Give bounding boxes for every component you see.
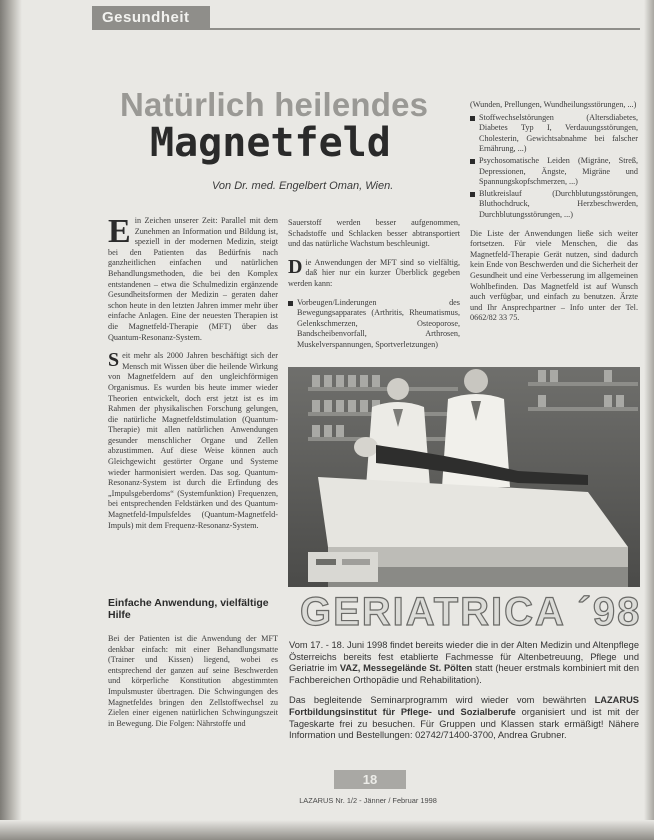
therapy-photo: [288, 367, 640, 587]
article-column-3: [470, 100, 638, 358]
col1-paragraph-2: [108, 351, 278, 531]
page-edge-shadow-right: [644, 0, 654, 840]
col2-bullet-list: [288, 298, 460, 351]
col1-text-1: in Zeichen unserer Zeit: Parallel mit dem Zunehmen an Information und Bildung ist, speziell in der modernen Medizin, steigt bei den Patienten das Bedürfnis nach ganzheitlichen einfachen und natürlichen Behandlungsmethoden, die bei den Komplex entstandenen – etwa die Schulmedizin ergänzende Gesundheitsformen der Medizin – geraten daher schon heute in den letzten Jahren immer mehr über einfache Anlagen. Eine der neuesten Therapien ist die Magnetfeld-Therapie (MFT) über das Quantum-Resonanz-System.: [108, 216, 278, 342]
geri-p2-bold: LAZARUS Fortbildungsinstitut für Pflege- und Sozialberufe: [289, 695, 639, 717]
col3-text-2: Die Liste der Anwendungen ließe sich weiter fortsetzen. Für viele Menschen, die das Magnetfeld-Therapie Gerät nutzen, sind dadurch kein Ende von Beschwerden und die Sicherheit der Gesundheit und eine Verbesserung im allgemeinen Wohlbefinden. Das Magnetfeld ist auf Wunsch auch verfügbar, und einfach zu benutzen. Ärzte und Ihr Ansprechpartner – Info unter der Tel. 0662/82 33 75.: [470, 228, 638, 323]
dropcap-s: S: [108, 349, 120, 372]
byline: Von Dr. med. Engelbert Oman, Wien.: [212, 180, 394, 192]
list-item: Psychosomatische Leiden (Migräne, Streß, Depressionen, Ängste, Migräne und Spannungskopfschmerzen, ...): [470, 156, 638, 188]
geri-p2-pre: Das begleitende Seminarprogramm wird wieder vom bewährten: [289, 695, 595, 706]
list-item: Vorbeugen/Linderungen des Bewegungsapparates (Arthritis, Rheumatismus, Gelenkschmerzen, Osteoporose, Bandscheibenvorfall, Arthrosen, Muskelverspannungen, Sportverletzungen): [288, 298, 460, 351]
geriatrica-paragraph-1: [289, 640, 639, 686]
page-edge-shadow-left: [0, 0, 22, 840]
headline-line-1: Natürlich heilendes: [120, 86, 429, 123]
top-rule: [92, 28, 640, 30]
dropcap-d: D: [288, 255, 303, 278]
geriatrica-paragraph-2: [289, 695, 639, 741]
page-edge-shadow-bottom: [0, 820, 654, 840]
geriatrica-text: [289, 640, 639, 751]
col1-text-2: eit mehr als 2000 Jahren beschäftigt sich der Mensch mit Wissen über die heilende Wirkung von Magnetfeldern auf den ungleichförmigen Organismus. Es wurden bis heute immer wieder Theorien entwickelt, doch erst jetzt ist es im Rahmen der physikalischen Forschung gelungen, die natürliche Magnetfeldstimulation (Quantum-Therapie) mit allen natürlichen Anwendungen gesunder menschlicher Organe und Zellen abzustimmen. Auf diese Weise können auch Gleichgewicht gestörter Organe und Systeme wieder harmonisiert werden. Das sog. Quantum-Resonanz-System ist durch die Erfindung des „Impulsgeberdoms“ (Systemfunktion) Frequenzen, bei entsprechenden Feldstärken und des Quantum-Magnetfeld-Impulsfeldes (Quantum-Magnetfeld-Impuls) mit dem Frequenz-Resonanz-System.: [108, 351, 278, 530]
col3-bullet-list: [470, 113, 638, 221]
list-item: Blutkreislauf (Durchblutungsstörungen, Bluthochdruck, Herzbeschwerden, Durchblutungsstörungen, ...): [470, 189, 638, 221]
geri-p1-pre: Vom 17. - 18. Juni 1998 findet bereits wieder die in der Alten Medizin und Altenpflege Österreichs bereits fest etablierte Fachmesse für Altenbetreuung, Pflege und Geriatrie im: [289, 640, 639, 674]
article-column-1b: [108, 634, 278, 774]
col1-paragraph-1: [108, 216, 278, 343]
headline-line-2: Magnetfeld: [150, 120, 391, 166]
col1b-text: Bei der Patienten ist die Anwendung der MFT denkbar einfach: mit einer Behandlungsmatte (Trainer und Kissen) liegend, wobei es entsprechend der ganzen auf seine Beschwerden und körperliche Konstitution abgestimmten Impulsmuster übertragen. Die Schwingungen des Magnetfeldes bringen den Zellstoffwechsel zu Zielen einer eigenen natürlichen Schwingungszeit in Bewegung. Die Folgen: Nährstoffe und: [108, 634, 278, 728]
dropcap-e: E: [108, 216, 131, 250]
col2-text-1: Sauerstoff werden besser aufgenommen, Schadstoffe und Schlacken besser abtransportiert und das natürliche Wachstum beschleunigt.: [288, 218, 460, 249]
page-number: 18: [334, 770, 406, 789]
therapy-photo-illustration: [288, 367, 640, 587]
col3-text-1: (Wunden, Prellungen, Wundheilungsstörungen, ...): [470, 100, 637, 109]
geri-p1-post: statt (heuer erstmals kombiniert mit den Fachbereichen Orthopädie und Rehabilitation).: [289, 663, 639, 685]
col2-text-2: ie Anwendungen der MFT sind so vielfältig, daß hier nur ein kurzer Überblick gegeben werden kann:: [288, 257, 460, 288]
col2-paragraph-2: [288, 255, 460, 290]
footer: LAZARUS Nr. 1/2 - Jänner / Februar 1998: [299, 796, 437, 805]
article-column-1: [108, 216, 278, 586]
article-column-2: [288, 218, 460, 358]
subhead: Einfache Anwendung, vielfältige Hilfe: [108, 597, 269, 621]
geri-p2-post: organisiert und ist mit der Tageskarte frei zu besuchen. Für Gruppen und Klassen stark ermäßigt! Nähere Information und Bestellungen: 02742/71400-3700, Andrea Grubner.: [289, 706, 639, 741]
section-tab: Gesundheit: [92, 6, 210, 28]
geri-p1-bold: VAZ, Messegelände St. Pölten: [339, 663, 473, 674]
list-item: Stoffwechselstörungen (Altersdiabetes, Diabetes Typ I, Verdauungsstörungen, Cholesterin, Gewichtsabnahme bei falscher Ernährung, ...): [470, 113, 638, 155]
geriatrica-title: GERIATRICA ´98: [300, 590, 642, 634]
